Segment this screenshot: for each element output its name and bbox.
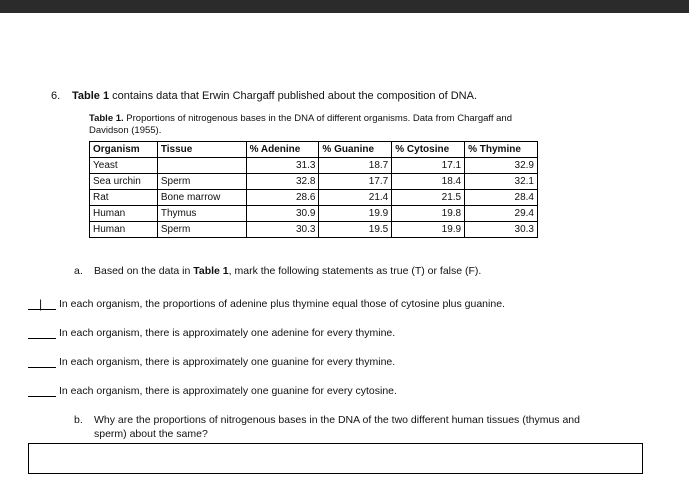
cell-cytosine: 21.5 [392,190,465,206]
part-b-prompt [74,413,594,441]
cell-guanine: 19.9 [319,206,392,222]
part-a-text-pre: Based on the data in [94,265,194,277]
base-proportions-table [89,141,538,238]
cell-cytosine: 19.9 [392,222,465,238]
question-intro-rest: contains data that Erwin Chargaff published about the composition of DNA. [109,90,477,102]
part-a-text-bold: Table 1 [193,265,229,277]
top-bar [0,0,689,13]
header-adenine: % Adenine [246,142,319,158]
cell-organism: Human [90,222,158,238]
cell-tissue: Thymus [157,206,246,222]
header-cytosine: % Cytosine [392,142,465,158]
cell-tissue: Sperm [157,222,246,238]
part-a-prompt [74,265,481,277]
answer-blank-3[interactable] [28,355,56,368]
table-row [90,222,538,238]
cell-adenine: 30.9 [246,206,319,222]
statement-text-3: In each organism, there is approximately one guanine for every thymine. [59,356,396,368]
statement-4 [28,384,397,397]
part-b-label: b. [74,414,83,426]
cell-tissue [157,158,246,174]
cell-organism: Human [90,206,158,222]
header-thymine: % Thymine [465,142,538,158]
cell-thymine: 30.3 [465,222,538,238]
cell-thymine: 29.4 [465,206,538,222]
table-caption-bold: Table 1. [89,113,124,124]
cell-organism: Sea urchin [90,174,158,190]
cell-guanine: 18.7 [319,158,392,174]
question-number: 6. [51,90,61,102]
part-b-answer-box[interactable] [28,443,643,474]
statement-text-1: In each organism, the proportions of adenine plus thymine equal those of cytosine plus guanine. [59,298,505,310]
table-row [90,174,538,190]
header-tissue: Tissue [157,142,246,158]
cell-tissue: Bone marrow [157,190,246,206]
part-a-text-post: , mark the following statements as true (T) or false (F). [228,265,482,277]
statement-2 [28,326,395,339]
cell-adenine: 31.3 [246,158,319,174]
cell-organism: Yeast [90,158,158,174]
statement-1 [28,297,505,310]
table-row [90,190,538,206]
statement-text-2: In each organism, there is approximately one adenine for every thymine. [59,327,396,339]
cell-guanine: 17.7 [319,174,392,190]
cell-thymine: 28.4 [465,190,538,206]
cell-cytosine: 18.4 [392,174,465,190]
cell-cytosine: 19.8 [392,206,465,222]
answer-blank-4[interactable] [28,384,56,397]
statement-text-4: In each organism, there is approximately one guanine for every cytosine. [59,385,397,397]
table-row [90,158,538,174]
header-organism: Organism [90,142,158,158]
table-caption [89,113,539,137]
cell-tissue: Sperm [157,174,246,190]
answer-mark-1: | [39,297,43,311]
cell-guanine: 21.4 [319,190,392,206]
part-b-text: Why are the proportions of nitrogenous bases in the DNA of the two different human tissues (thymus and sperm) about the same? [94,414,580,440]
cell-organism: Rat [90,190,158,206]
answer-blank-2[interactable] [28,326,56,339]
table-caption-rest: Proportions of nitrogenous bases in the DNA of different organisms. Data from Chargaff and Davidson (1955). [89,113,512,136]
header-guanine: % Guanine [319,142,392,158]
question-intro [72,90,477,102]
cell-thymine: 32.9 [465,158,538,174]
cell-adenine: 32.8 [246,174,319,190]
answer-blank-1[interactable] [28,297,56,310]
table-row [90,206,538,222]
cell-thymine: 32.1 [465,174,538,190]
part-a-label: a. [74,265,83,277]
cell-guanine: 19.5 [319,222,392,238]
cell-adenine: 28.6 [246,190,319,206]
statement-3 [28,355,395,368]
table-header-row [90,142,538,158]
cell-adenine: 30.3 [246,222,319,238]
cell-cytosine: 17.1 [392,158,465,174]
question-intro-bold: Table 1 [72,90,110,102]
